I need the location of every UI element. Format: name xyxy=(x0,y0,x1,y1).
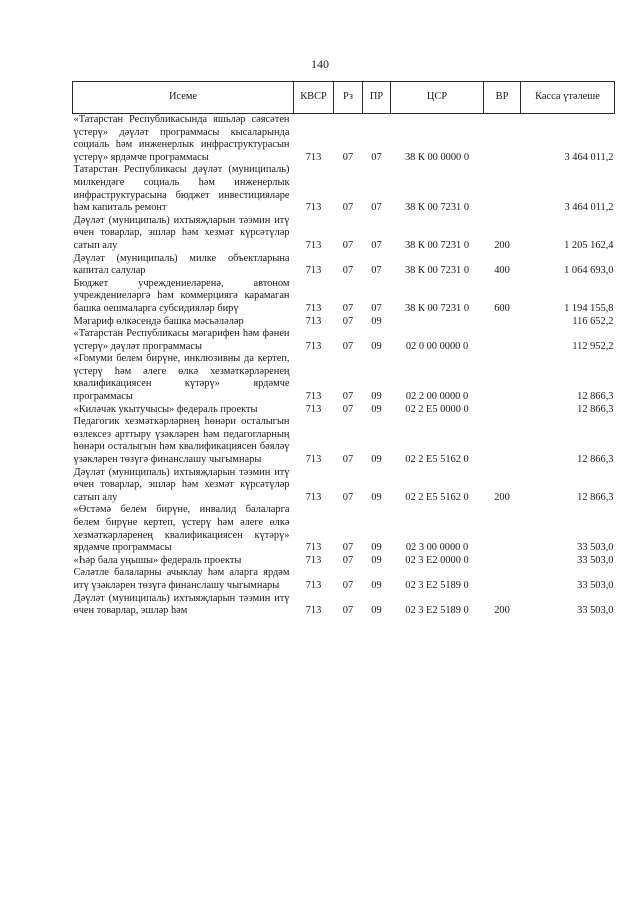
row-vr: 200 xyxy=(494,605,510,617)
row-kvsr: 713 xyxy=(305,605,322,617)
row-rz: 07 xyxy=(342,491,354,503)
row-kvsr: 713 xyxy=(305,491,322,503)
row-rz: 07 xyxy=(342,391,354,403)
row-kvsr: 713 xyxy=(305,403,322,415)
row-rz: 07 xyxy=(342,542,354,554)
row-name: Дәүләт (муниципаль) ихтыяҗларын тәэмин итү өчен товарлар, эшләр һәм хезмәт күрсәтүләр сатып алу xyxy=(73,214,290,251)
row-name: Сәләтле балаларны ачыклау һәм аларга ярдәм итү үзәкләрен төзүгә финанслашу чыгымнары xyxy=(73,567,290,591)
row-name: Бюджет учреждениеләренә, автоном учреждениеләргә һәм коммерциягә карамаган башка оешмаларга субсидияләр бирү xyxy=(73,277,290,314)
row-kvsr: 713 xyxy=(305,302,322,314)
table-body xyxy=(73,114,615,618)
row-kassa: 1 205 162,4 xyxy=(564,239,614,251)
row-pr: 09 xyxy=(371,554,382,566)
row-csr xyxy=(391,316,484,329)
row-pr: 09 xyxy=(371,579,382,591)
row-kassa: 1 064 693,0 xyxy=(564,265,614,277)
row-vr: 600 xyxy=(494,302,510,314)
row-pr: 07 xyxy=(371,202,382,214)
row-rz: 07 xyxy=(342,315,354,327)
row-vr xyxy=(484,555,521,568)
row-pr: 09 xyxy=(371,605,382,617)
row-kvsr: 713 xyxy=(305,340,322,352)
table-row xyxy=(73,567,615,592)
row-pr: 09 xyxy=(371,542,382,554)
row-kassa: 33 503,0 xyxy=(577,579,614,591)
page-number: 140 xyxy=(311,57,329,71)
row-csr: 02 2 E5 0000 0 xyxy=(405,403,469,415)
row-kvsr: 713 xyxy=(305,239,322,251)
row-name: Дәүләт (муниципаль) милке объектларына капитал салулар xyxy=(73,252,290,277)
header-name: Исеме xyxy=(73,82,294,114)
row-vr xyxy=(484,164,521,214)
row-name: Дәүләт (муниципаль) ихтыяҗларын тәэмин итү өчен товарлар, эшләр һәм хезмәт күрсәтүләр сатып алу xyxy=(73,466,290,503)
row-vr xyxy=(484,114,521,165)
row-vr: 200 xyxy=(494,491,510,503)
row-csr: 02 2 00 0000 0 xyxy=(405,391,469,403)
row-name: «Татарстан Республикасында яшьләр сәясәтен үстерү» дәүләт программасы кысаларында социаль һәм инженерлык инфраструктурасын үстерү» ярдәмче программасы xyxy=(73,114,290,163)
row-csr: 02 0 00 0000 0 xyxy=(405,340,469,352)
row-kassa: 33 503,0 xyxy=(577,554,614,566)
row-csr: 02 2 E5 5162 0 xyxy=(405,454,469,466)
row-kvsr: 713 xyxy=(305,579,322,591)
row-kassa: 33 503,0 xyxy=(577,542,614,554)
table-row xyxy=(73,328,615,353)
header-vr: ВР xyxy=(484,82,521,114)
row-name: «Гомуми белем бирүне, инклюзивны да кертеп, үстерү һәм әлеге өлкә хезмәткәрләренең квалификациясен күтәрү» ярдәмче программасы xyxy=(73,353,290,403)
row-csr: 38 К 00 7231 0 xyxy=(404,265,470,277)
row-csr: 38 К 00 7231 0 xyxy=(404,302,470,314)
row-kassa: 12 866,3 xyxy=(577,391,614,403)
row-vr xyxy=(484,404,521,417)
row-kvsr: 713 xyxy=(305,265,322,277)
row-rz: 07 xyxy=(342,202,354,214)
row-pr: 07 xyxy=(371,239,382,251)
row-vr: 400 xyxy=(494,265,510,277)
row-pr: 09 xyxy=(371,491,382,503)
row-rz: 07 xyxy=(342,605,354,617)
header-csr: ЦСР xyxy=(391,82,484,114)
row-pr: 09 xyxy=(371,454,382,466)
row-csr: 02 3 E2 5189 0 xyxy=(405,605,469,617)
row-kassa: 1 194 155,8 xyxy=(564,302,614,314)
table-row xyxy=(73,253,615,278)
row-csr: 02 3 E2 0000 0 xyxy=(405,554,469,566)
table-header xyxy=(73,82,615,114)
row-pr: 09 xyxy=(371,315,382,327)
row-csr: 02 2 E5 5162 0 xyxy=(405,491,469,503)
row-kassa: 12 866,3 xyxy=(577,454,614,466)
row-pr: 07 xyxy=(371,265,382,277)
row-csr: 02 3 00 0000 0 xyxy=(405,542,469,554)
row-rz: 07 xyxy=(342,340,354,352)
header-rz: Рз xyxy=(334,82,363,114)
row-vr xyxy=(484,416,521,466)
row-rz: 07 xyxy=(342,454,354,466)
row-csr: 38 К 00 7231 0 xyxy=(404,202,470,214)
row-csr: 38 К 00 7231 0 xyxy=(404,239,470,251)
table-row xyxy=(73,593,615,618)
row-pr: 07 xyxy=(371,151,382,163)
row-rz: 07 xyxy=(342,579,354,591)
row-kassa: 12 866,3 xyxy=(577,403,614,415)
table-row xyxy=(73,404,615,417)
table-row xyxy=(73,416,615,466)
row-kassa: 112 952,2 xyxy=(572,340,614,352)
row-kvsr: 713 xyxy=(305,542,322,554)
row-name: «Киләчәк укытучысы» федераль проекты xyxy=(73,403,258,415)
row-pr: 07 xyxy=(371,302,382,314)
row-kvsr: 713 xyxy=(305,554,322,566)
budget-table xyxy=(72,81,615,618)
row-kassa: 3 464 011,2 xyxy=(564,202,614,214)
row-vr xyxy=(484,504,521,554)
table-row xyxy=(73,316,615,329)
row-name: Татарстан Республикасы дәүләт (муниципаль) милкендәге социаль һәм инженерлык инфраструктурасына бюджет инвестицияләре һәм капиталь ремонт xyxy=(73,164,290,214)
table-row xyxy=(73,114,615,165)
row-vr xyxy=(484,328,521,353)
row-pr: 09 xyxy=(371,391,382,403)
row-rz: 07 xyxy=(342,302,354,314)
row-vr xyxy=(484,316,521,329)
row-vr xyxy=(484,353,521,403)
row-csr: 02 3 E2 5189 0 xyxy=(405,579,469,591)
row-vr xyxy=(484,567,521,592)
row-kvsr: 713 xyxy=(305,202,322,214)
row-name: Педагогик хезмәткәрләрнең һөнәри осталыгын өзлексез арттыру үзәкләрен һәм педагогларның һөнәри осталыгын һәм квалификациясен бәяләү үзәкләрен төзүгә финанслашу чыгымнары xyxy=(73,416,290,466)
row-csr: 38 К 00 0000 0 xyxy=(404,151,470,163)
row-kvsr: 713 xyxy=(305,151,322,163)
table-row xyxy=(73,278,615,316)
row-vr: 200 xyxy=(494,239,510,251)
row-name: «Татарстан Республикасы мәгарифен һәм фәнен үстерү» дәүләт программасы xyxy=(73,328,290,352)
header-kvsr: КВСР xyxy=(294,82,334,114)
table-row xyxy=(73,467,615,505)
row-name: Дәүләт (муниципаль) ихтыяҗларын тәэмин итү өчен товарлар, эшләр һәм xyxy=(73,592,290,617)
row-name: Мәгариф өлкәсендә башка мәсьәләләр xyxy=(73,315,244,327)
table-row xyxy=(73,164,615,214)
row-kassa: 33 503,0 xyxy=(577,605,614,617)
table-row xyxy=(73,353,615,403)
table-row xyxy=(73,504,615,554)
table-row xyxy=(73,215,615,253)
row-kassa: 12 866,3 xyxy=(577,491,614,503)
row-kvsr: 713 xyxy=(305,315,322,327)
header-pr: ПР xyxy=(363,82,391,114)
row-kvsr: 713 xyxy=(305,454,322,466)
row-pr: 09 xyxy=(371,403,382,415)
row-rz: 07 xyxy=(342,239,354,251)
table-row xyxy=(73,555,615,568)
row-pr: 09 xyxy=(371,340,382,352)
row-name: «Һәр бала уңышы» федераль проекты xyxy=(73,554,242,566)
row-rz: 07 xyxy=(342,403,354,415)
row-kassa: 116 652,2 xyxy=(572,315,614,327)
row-kvsr: 713 xyxy=(305,391,322,403)
row-rz: 07 xyxy=(342,265,354,277)
row-rz: 07 xyxy=(342,151,354,163)
header-kassa: Касса үтәлеше xyxy=(521,82,615,114)
row-kassa: 3 464 011,2 xyxy=(564,151,614,163)
row-rz: 07 xyxy=(342,554,354,566)
row-name: «Өстәмә белем бирүне, инвалид балаларга белем бирүне кертеп, үстерү һәм әлеге өлкә хезмәткәрләренең квалификациясен күтәрү» ярдәмче программасы xyxy=(73,504,290,554)
